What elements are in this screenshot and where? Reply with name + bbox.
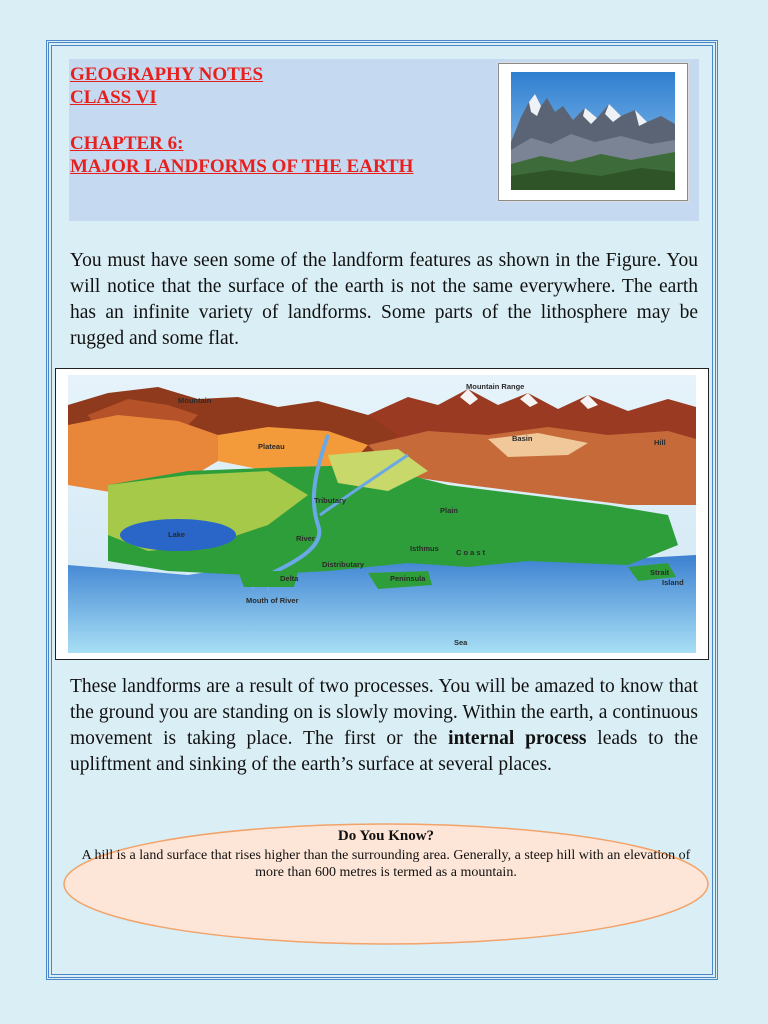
label-isthmus: Isthmus	[410, 544, 439, 553]
title-line-chapter: CHAPTER 6:	[70, 133, 184, 154]
intro-paragraph: You must have seen some of the landform features as shown in the Figure. You will notice that the surface of the earth is not the same everywhere. The earth has an infinite variety of landforms. Some parts of the lithosphere may be rugged and some flat.	[70, 250, 698, 349]
landforms-figure	[55, 368, 709, 660]
label-delta: Delta	[280, 574, 299, 583]
label-sea: Sea	[454, 638, 468, 647]
label-coast: C o a s t	[456, 548, 486, 557]
label-tributary: Tributary	[314, 496, 347, 505]
label-strait: Strait	[650, 568, 670, 577]
mountain-photo-image	[511, 72, 675, 190]
did-you-know-text: A hill is a land surface that rises higher than the surrounding area. Generally, a steep hill with an elevation of more than 600 metres is termed as a mountain.	[81, 848, 691, 880]
label-plain: Plain	[440, 506, 458, 515]
title-line-chapter-name: MAJOR LANDFORMS OF THE EARTH	[70, 156, 414, 177]
label-distributary: Distributary	[322, 560, 365, 569]
processes-paragraph	[70, 674, 698, 778]
label-mountain-range: Mountain Range	[466, 382, 525, 391]
label-peninsula: Peninsula	[390, 574, 426, 583]
did-you-know-title: Do You Know?	[337, 828, 435, 844]
page-title	[70, 63, 413, 178]
title-line-class: CLASS VI	[70, 87, 157, 108]
mountain-photo	[498, 63, 688, 201]
label-plateau: Plateau	[258, 442, 285, 451]
label-island: Island	[662, 578, 684, 587]
label-mountain: Mountain	[178, 396, 212, 405]
label-river: River	[296, 534, 315, 543]
processes-text-before: These landforms are a result of two processes. You will be amazed to know that the ground you are standing on is slowly moving. Within the earth, a continuous movement is taking place. The first or the	[70, 676, 698, 749]
landforms-diagram	[68, 375, 696, 653]
processes-text-after: leads to the upliftment and sinking of the earth’s surface at several places.	[70, 728, 698, 775]
label-basin: Basin	[512, 434, 533, 443]
label-mouth-of-river: Mouth of River	[246, 596, 299, 605]
internal-process-term: internal process	[448, 728, 587, 749]
label-hill: Hill	[654, 438, 666, 447]
title-line-subject: GEOGRAPHY NOTES	[70, 64, 264, 85]
label-lake: Lake	[168, 530, 186, 539]
